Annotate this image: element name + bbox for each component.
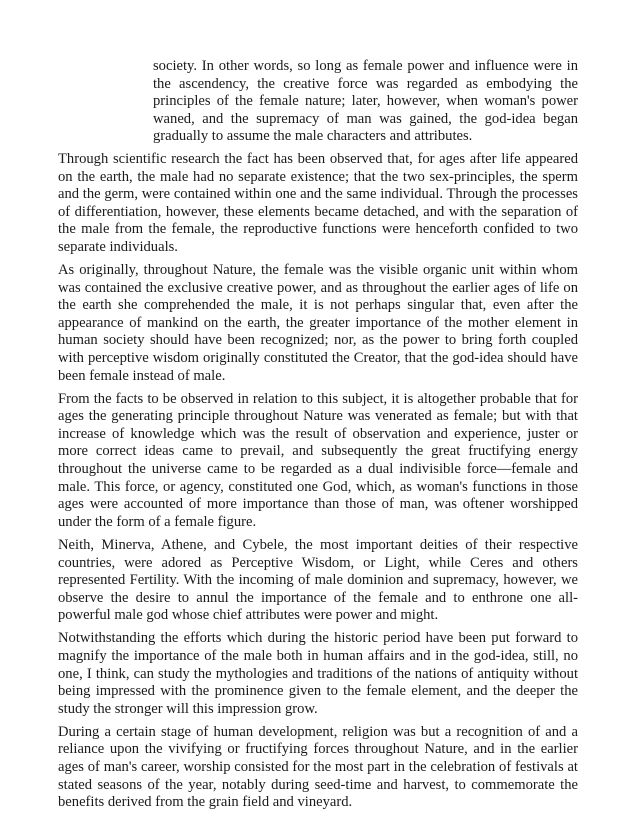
paragraph-6: During a certain stage of human development, religion was but a recognition of and a reliance upon the vivifying or fructifying forces throughout Nature, and in the earlier ages of man's career, worship consisted for the most part in the celebration of festivals at stated seasons of the year, notably during seed-time and harvest, to commemorate the benefits derived from the grain field and vineyard.	[58, 723, 578, 811]
block-quote: society. In other words, so long as female power and influence were in the ascendency, the creative force was regarded as embodying the principles of the female nature; later, however, when woman's power waned, and the supremacy of man was gained, the god-idea began gradually to assume the male characters and attributes.	[153, 58, 578, 145]
paragraph-4: Neith, Minerva, Athene, and Cybele, the most important deities of their respective countries, were adored as Perceptive Wisdom, or Light, while Ceres and others represented Fertility. With the incoming of male dominion and supremacy, however, we observe the desire to annul the importance of the female and to enthrone one all-powerful male god whose chief attributes were power and might.	[58, 536, 578, 624]
paragraph-1: Through scientific research the fact has been observed that, for ages after life appeared on the earth, the male had no separate existence; that the two sex-principles, the sperm and the germ, were contained within one and the same individual. Through the processes of differentiation, however, these elements became detached, and with the separation of the male from the female, the reproductive functions were henceforth confided to two separate individuals.	[58, 150, 578, 255]
document-page	[58, 58, 578, 817]
paragraph-5: Notwithstanding the efforts which during the historic period have been put forward to magnify the importance of the male both in human affairs and in the god-idea, still, no one, I think, can study the mythologies and traditions of the nations of antiquity without being impressed with the prominence given to the female element, and the deeper the study the stronger will this impression grow.	[58, 630, 578, 717]
paragraph-3: From the facts to be observed in relation to this subject, it is altogether probable that for ages the generating principle throughout Nature was venerated as female; but with that increase of knowledge which was the result of observation and experience, juster or more correct ideas came to prevail, and subsequently the great fructifying energy throughout the universe came to be regarded as a dual indivisible force—female and male. This force, or agency, constituted one God, which, as woman's functions in those ages were accounted of more importance than those of man, was oftener worshipped under the form of a female figure.	[58, 390, 578, 530]
paragraph-2: As originally, throughout Nature, the female was the visible organic unit within whom was contained the exclusive creative power, and as throughout the earlier ages of life on the earth she comprehended the male, it is not perhaps singular that, even after the appearance of mankind on the earth, the greater importance of the mother element in human society should have been recognized; nor, as the power to bring forth coupled with perceptive wisdom originally constituted the Creator, that the god-idea should have been female instead of male.	[58, 262, 578, 384]
